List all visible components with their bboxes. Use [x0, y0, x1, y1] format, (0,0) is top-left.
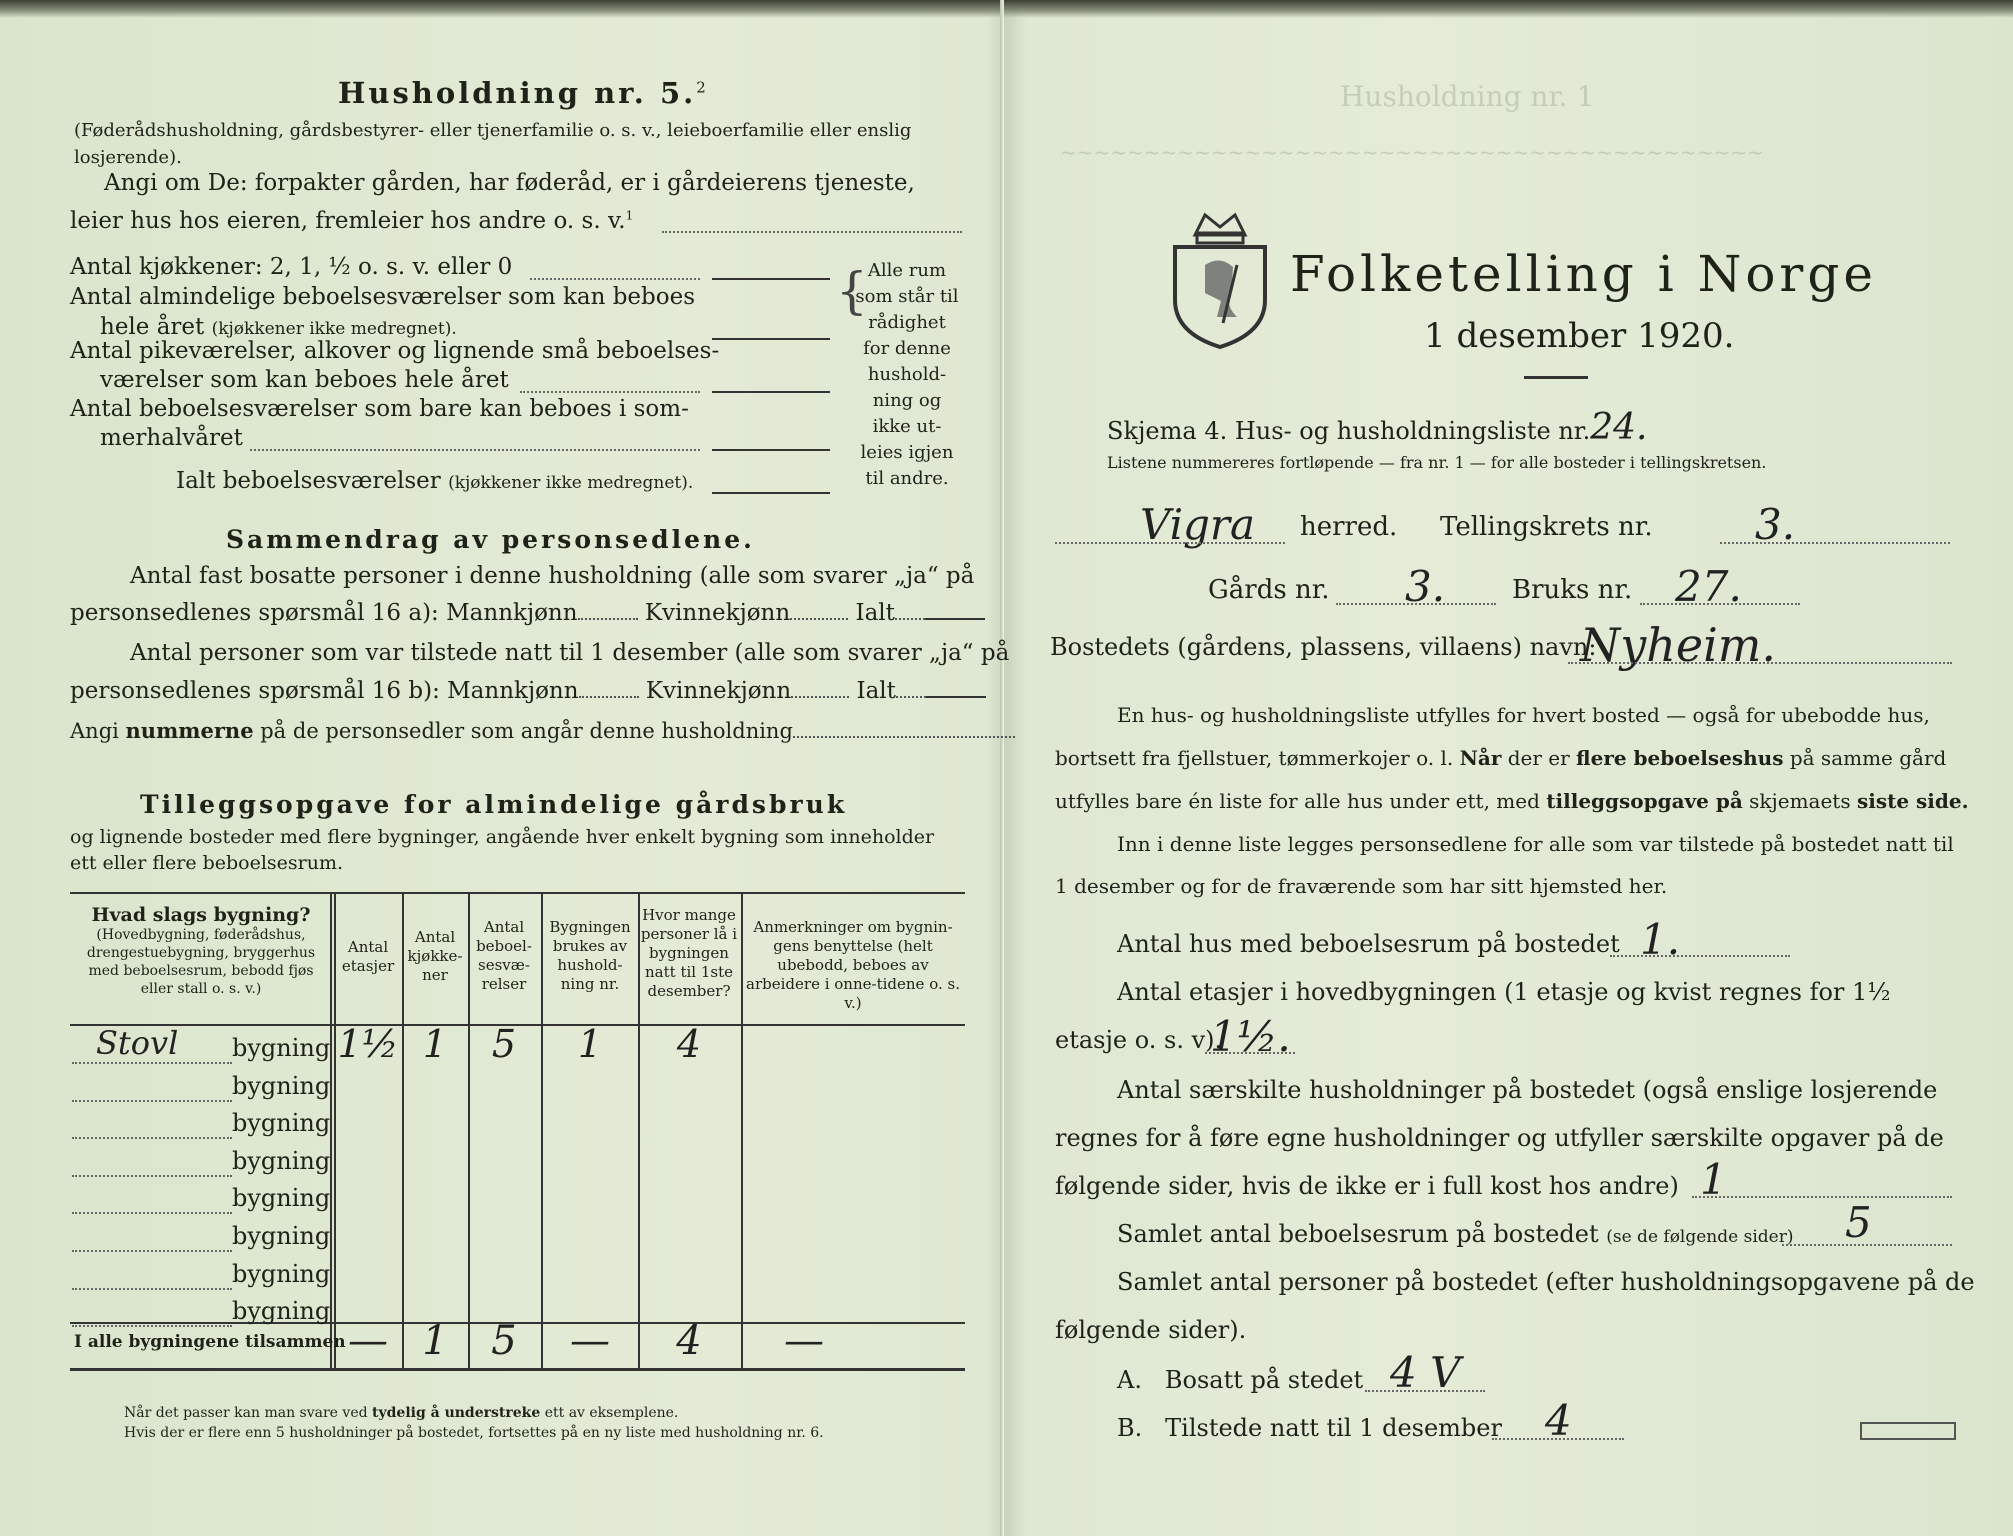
- instr-3: utfylles bare én liste for alle hus under ett, med tilleggsopgave på skjemaets siste side.: [1055, 789, 1969, 813]
- bruks-fill: [1640, 603, 1800, 605]
- rooms-sommer-1: Antal beboelsesværelser som bare kan beboes i som-: [70, 396, 689, 422]
- col-head-kind: Hvad slags bygning? (Hovedbygning, føderådshus, drengestuebygning, bryggerhus med beboelsesrum, bebodd fjøs eller stall o. s. v.): [86, 904, 316, 997]
- rooms-ialt: Ialt beboelsesværelser (kjøkkener ikke medregnet).: [176, 468, 694, 494]
- krets-label: Tellingskrets nr.: [1440, 512, 1653, 542]
- total-etasjer: —: [348, 1318, 388, 1364]
- q-rum-value: 5: [1845, 1198, 1872, 1247]
- bleed-through-text: Husholdning nr. 1: [1340, 80, 1595, 113]
- title-rule: [1524, 376, 1588, 379]
- rooms-kitchens: Antal kjøkkener: 2, 1, ½ o. s. v. eller 0: [70, 254, 513, 280]
- sommer-fill: [250, 449, 700, 451]
- rooms-side-note: Alle rum som står til rådighet for denne hushold- ning og ikke ut- leies igjen til andre.: [855, 260, 959, 489]
- q-etasjer-2: etasje o. s. v).: [1055, 1026, 1223, 1054]
- q-hus-value: 1.: [1640, 915, 1681, 964]
- row-label: bygning: [232, 1146, 331, 1175]
- angi-line-2: leier hus hos eieren, fremleier hos andre o. s. v.$^1$: [70, 208, 634, 234]
- tillegg-text-1: og lignende bosteder med flere bygninger, angående hver enkelt bygning som inneholder: [70, 826, 935, 848]
- row-kind-fill: [72, 1250, 232, 1252]
- q-etasjer-value: 1½.: [1210, 1012, 1291, 1061]
- rooms-sommer-2: merhalvåret: [100, 425, 243, 451]
- col-head-rom: Antal beboel-sesvæ-relser: [476, 918, 532, 993]
- printer-stamp: [1860, 1422, 1956, 1440]
- row-kind-value: Stovl: [96, 1024, 179, 1062]
- summary-fast-1: Antal fast bosatte personer i denne husholdning (alle som svarer „ja“ på: [130, 563, 975, 589]
- rooms-alm-1: Antal almindelige beboelsesværelser som kan beboes: [70, 284, 696, 310]
- bruks-value: 27.: [1675, 562, 1742, 611]
- angi-fill-line: [662, 231, 962, 233]
- skjema-line: Skjema 4. Hus- og husholdningsliste nr.24.: [1107, 407, 1648, 448]
- row-rom-cell: 5: [491, 1022, 517, 1066]
- total-label: I alle bygningene tilsammen: [74, 1332, 346, 1352]
- krets-fill: [1720, 542, 1950, 544]
- total-anmerkninger: —: [784, 1318, 824, 1364]
- col-head-kjokken: Antal kjøkke-ner: [407, 928, 463, 984]
- total-rom: 5: [491, 1318, 517, 1364]
- q-b-fill: [1492, 1438, 1624, 1440]
- kitchens-answer-line: [712, 278, 830, 280]
- instr-5: 1 desember og for de fraværende som har sitt hjemsted her.: [1055, 874, 1668, 898]
- instr-1: En hus- og husholdningsliste utfylles for hvert bosted — også for ubebodde hus,: [1117, 703, 1930, 727]
- summary-tilstede-2: personsedlenes spørsmål 16 b): Mannkjønn Kvinnekjønn Ialt: [70, 678, 986, 704]
- row-label: bygning: [232, 1071, 331, 1100]
- listene-note: Listene nummereres fortløpende — fra nr. 1 — for alle bosteder i tellingskretsen.: [1107, 453, 1767, 472]
- row-kind-fill: [72, 1325, 232, 1327]
- row-kind-fill: [72, 1175, 232, 1177]
- krets-value: 3.: [1755, 500, 1796, 549]
- gards-fill: [1336, 603, 1496, 605]
- row-kind-fill: [72, 1212, 232, 1214]
- row-label: bygning: [232, 1297, 331, 1326]
- gards-value: 3.: [1405, 562, 1446, 611]
- q-hush-1: Antal særskilte husholdninger på bostedet (også enslige losjerende: [1117, 1076, 1938, 1104]
- q-hus: Antal hus med beboelsesrum på bostedet: [1117, 930, 1620, 958]
- summary-angi: Angi nummerne på de personsedler som angår denne husholdning: [70, 718, 1015, 743]
- q-a: A. Bosatt på stedet: [1117, 1366, 1364, 1394]
- pike-answer-line: [712, 391, 830, 393]
- col-head-husholdning: Bygningen brukes av hushold-ning nr.: [549, 918, 631, 993]
- q-rum: Samlet antal beboelsesrum på bostedet (se de følgende sider): [1117, 1220, 1794, 1248]
- angi-line-1: Angi om De: forpakter gården, har føderåd, er i gårdeierens tjeneste,: [104, 170, 915, 196]
- summary-fast-2: personsedlenes spørsmål 16 a): Mannkjønn Kvinnekjønn Ialt: [70, 600, 985, 626]
- col-head-personer: Hvor mange personer lå i bygningen natt til 1ste desember?: [640, 906, 738, 1000]
- brace: {: [836, 262, 868, 320]
- row-label: bygning: [232, 1109, 331, 1138]
- row-kind-fill: [72, 1100, 232, 1102]
- instr-2: bortsett fra fjellstuer, tømmerkojer o. l. Når der er flere beboelseshus på samme gård: [1055, 746, 1947, 770]
- bleed-through-text: ~~~~~~~~~~~~~~~~~~~~~~~~~~~~~~~~~~~~~~~~~~: [1060, 140, 1764, 164]
- form-date: 1 desember 1920.: [1424, 316, 1735, 356]
- rooms-pike-2: værelser som kan beboes hele året: [100, 367, 509, 393]
- alm-answer-line: [712, 338, 830, 340]
- household-title: Husholdning nr. 5.$^2$: [338, 76, 706, 110]
- form-title: Folketelling i Norge: [1290, 245, 1877, 303]
- bosted-fill: [1568, 662, 1952, 664]
- q-rum-fill: [1782, 1244, 1952, 1246]
- row-label: bygning: [232, 1259, 331, 1288]
- q-b-value: 4: [1545, 1396, 1572, 1445]
- q-hush-3: følgende sider, hvis de ikke er i full kost hos andre): [1055, 1172, 1679, 1200]
- row-kjokken-cell: 1: [422, 1022, 448, 1066]
- tillegg-heading: Tilleggsopgave for almindelige gårdsbruk: [140, 790, 848, 819]
- bruks-label: Bruks nr.: [1512, 575, 1633, 605]
- norway-coat-of-arms-icon: [1165, 205, 1275, 350]
- page-fold: [1000, 0, 1004, 1536]
- q-etasjer-fill: [1205, 1052, 1295, 1054]
- row-label: bygning: [232, 1184, 331, 1213]
- summary-tilstede-1: Antal personer som var tilstede natt til 1 desember (alle som svarer „ja“ på: [130, 640, 1010, 666]
- total-personer: 4: [676, 1318, 702, 1364]
- tillegg-text-2: ett eller flere beboelsesrum.: [70, 852, 344, 874]
- col-head-etasjer: Antal etasjer: [341, 938, 395, 975]
- instr-4: Inn i denne liste legges personsedlene for alle som var tilstede på bostedet natt til: [1117, 832, 1954, 856]
- q-pers-2: følgende sider).: [1055, 1316, 1247, 1344]
- row-kind-fill: [72, 1137, 232, 1139]
- kitchens-fill: [530, 278, 700, 280]
- total-kjokken: 1: [422, 1318, 448, 1364]
- row-hush-cell: 1: [577, 1022, 603, 1066]
- q-pers-1: Samlet antal personer på bostedet (efter husholdningsopgavene på de: [1117, 1268, 1975, 1296]
- rooms-pike-1: Antal pikeværelser, alkover og lignende små beboelses-: [70, 338, 720, 364]
- q-hush-value: 1: [1700, 1155, 1727, 1204]
- herred-label: herred.: [1300, 512, 1398, 542]
- q-hush-fill: [1692, 1196, 1952, 1198]
- row-kind-fill: [72, 1062, 232, 1064]
- footnote-2: Hvis der er flere enn 5 husholdninger på bostedet, fortsettes på en ny liste med husholdning nr. 6.: [124, 1425, 824, 1441]
- herred-value: Vigra: [1140, 500, 1256, 549]
- pike-fill: [520, 391, 700, 393]
- row-label: bygning: [232, 1034, 331, 1062]
- herred-fill: [1055, 542, 1285, 544]
- footnote-1: Når det passer kan man svare ved tydelig å understreke ett av eksemplene.: [124, 1405, 679, 1421]
- bosted-value: Nyheim.: [1580, 618, 1777, 672]
- q-a-value: 4 V: [1390, 1348, 1461, 1397]
- q-a-fill: [1365, 1390, 1485, 1392]
- q-hus-fill: [1610, 955, 1790, 957]
- q-hush-2: regnes for å føre egne husholdninger og utfyller særskilte opgaver på de: [1055, 1124, 1944, 1152]
- total-husholdning: —: [570, 1318, 610, 1364]
- row-kind-fill: [72, 1288, 232, 1290]
- summary-heading: Sammendrag av personsedlene.: [226, 525, 755, 554]
- rooms-alm-2: hele året (kjøkkener ikke medregnet).: [100, 314, 457, 340]
- bosted-label: Bostedets (gårdens, plassens, villaens) navn:: [1050, 633, 1597, 661]
- row-label: bygning: [232, 1222, 331, 1250]
- row-etasjer-cell: 1½: [337, 1022, 399, 1066]
- q-b: B. Tilstede natt til 1 desember: [1117, 1414, 1502, 1442]
- household-intro: (Føderådshusholdning, gårdsbestyrer- eller tjenerfamilie o. s. v., leieboerfamilie eller enslig losjerende).: [74, 120, 912, 168]
- ialt-answer-line: [712, 492, 830, 494]
- row-personer-cell: 4: [676, 1022, 702, 1066]
- sommer-answer-line: [712, 449, 830, 451]
- q-etasjer-1: Antal etasjer i hovedbygningen (1 etasje og kvist regnes for 1½: [1117, 978, 1891, 1006]
- gards-label: Gårds nr.: [1208, 575, 1330, 605]
- scan-top-edge: [0, 0, 2013, 18]
- col-head-anmerkninger: Anmerkninger om bygnin-gens benyttelse (helt ubebodd, beboes av arbeidere i onne-tidene o. s. v.): [746, 918, 960, 1012]
